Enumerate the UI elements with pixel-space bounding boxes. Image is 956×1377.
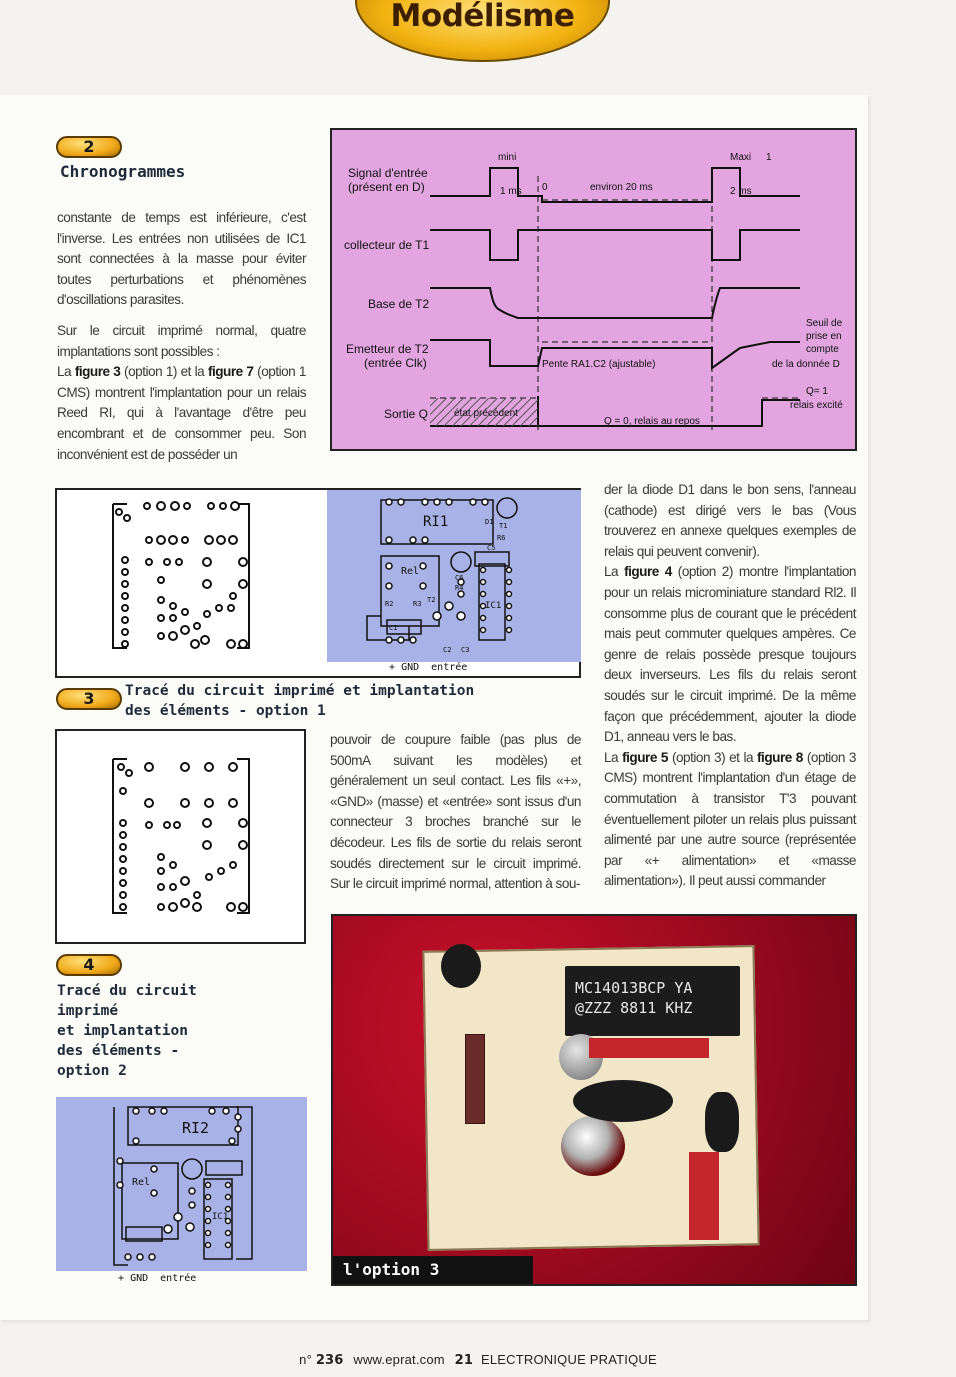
pcb-pad	[239, 819, 247, 827]
data-label: de la donnée D	[772, 359, 840, 370]
pcb-pad	[122, 629, 128, 635]
circuit-photo	[331, 914, 857, 1286]
figure-4-title	[57, 981, 197, 1081]
pcb-pad	[230, 862, 236, 868]
timing-label: mini	[498, 152, 517, 163]
slope-label: Pente RA1.C2 (ajustable)	[542, 359, 656, 370]
pcb-pad	[201, 636, 209, 644]
pcb-pad	[120, 844, 126, 850]
timing-label: Maxi	[730, 152, 752, 163]
pcb-pad	[205, 536, 213, 544]
pcb-track	[237, 504, 249, 648]
pcb-pad	[235, 1114, 241, 1120]
pcb-pad	[206, 1231, 211, 1236]
pcb-pad	[398, 637, 404, 643]
title-line: option 2	[57, 1063, 127, 1079]
pcb-pad	[481, 592, 486, 597]
pcb-label: IC1	[485, 601, 502, 611]
text-span: (option 3) et la	[667, 749, 758, 765]
pcb-pad	[116, 509, 122, 515]
pcb-pad	[457, 612, 465, 620]
pcb-pad	[157, 536, 165, 544]
transistor-component	[441, 944, 481, 988]
pcb-pad	[470, 499, 476, 505]
pcb-pad	[422, 499, 428, 505]
pcb-pad	[145, 763, 153, 771]
title-line: imprimé	[57, 1003, 119, 1019]
pcb-pad	[239, 558, 247, 566]
pcb-pad	[191, 640, 199, 648]
ic-chip	[565, 966, 740, 1036]
row-label: Signal d'entrée	[348, 166, 428, 180]
section-2-number: 2	[83, 137, 95, 156]
pcb-pad	[149, 1254, 155, 1260]
pcb-pad	[398, 499, 404, 505]
state-label: état précédent	[454, 408, 518, 419]
pcb-pad	[174, 822, 180, 828]
pcb-pad	[182, 609, 188, 615]
pcb-pad	[386, 563, 392, 569]
pcb-pad	[181, 626, 189, 634]
pcb-pad	[203, 819, 211, 827]
transistor-component	[705, 1092, 739, 1152]
pcb-pad	[146, 537, 152, 543]
pcb-pad	[170, 603, 176, 609]
pcb-pad	[158, 597, 164, 603]
section-2-title: Chronogrammes	[60, 162, 186, 181]
paragraph	[604, 562, 856, 747]
figure-ref: figure 5	[622, 749, 668, 765]
pcb-label: C2	[443, 646, 452, 654]
pcb-pad	[170, 884, 176, 890]
pcb-pad	[126, 770, 132, 776]
pcb-pad	[171, 502, 179, 510]
pcb-pad	[182, 537, 188, 543]
state-label: Q= 1	[806, 386, 828, 397]
pcb-pad	[122, 641, 128, 647]
pcb-pad	[133, 1108, 139, 1114]
text-span: Sur le circuit imprimé normal, quatre implantations sont possibles :	[57, 322, 306, 359]
pcb-pad	[117, 1182, 123, 1188]
issue-prefix: n°	[299, 1352, 312, 1367]
pcb-pad	[158, 868, 164, 874]
pcb-pad	[122, 617, 128, 623]
figure-ref: figure 4	[624, 564, 672, 580]
transistor-t3-outline	[497, 498, 517, 518]
pcb-label: R2	[385, 600, 394, 608]
pcb-pad	[216, 605, 222, 611]
pcb-pad	[176, 559, 182, 565]
pcb-pad	[226, 1195, 231, 1200]
pcb-pad	[227, 903, 235, 911]
pcb-pad	[151, 1166, 157, 1172]
pcb-pad	[125, 1254, 131, 1260]
threshold-label: prise en	[806, 331, 842, 342]
pcb-label: R6	[497, 534, 506, 542]
pcb-pad	[189, 1202, 195, 1208]
pcb-pad	[158, 884, 164, 890]
paragraph: pouvoir de coupure faible (pas plus de 500mA suivant les modèles) et généralement un seul contact. Les fils «+», «GND» (masse) et «entrée» sont issus d'un connecteur 3 broches branché sur le décodeur. Les fils de sortie du relais seront soudés directement sur le circuit imprimé. Sur le circuit imprimé normal, attention à sou-	[330, 732, 581, 892]
pcb-pad	[507, 604, 512, 609]
paragraph	[57, 321, 306, 362]
chip-marking: MC14013BCP YA	[575, 979, 693, 997]
collector-t1-trace	[430, 230, 800, 260]
timing-label: environ 20 ms	[590, 182, 653, 193]
pcb-pad	[120, 868, 126, 874]
pcb-pad	[231, 502, 239, 510]
transistor-component	[573, 1080, 673, 1122]
pcb-label: D1	[485, 518, 494, 526]
pcb-pad	[507, 568, 512, 573]
pcb-pad	[226, 1207, 231, 1212]
pcb-pad	[124, 515, 130, 521]
pcb-pad	[206, 1183, 211, 1188]
pcb-pad	[193, 903, 201, 911]
pcb-label: Rel	[401, 566, 420, 577]
pcb-pad	[144, 503, 150, 509]
pcb-pad	[386, 583, 392, 589]
pcb-pad	[203, 580, 211, 588]
pcb-pad	[420, 563, 426, 569]
pcb-pad	[229, 536, 237, 544]
row-label: Base de T2	[368, 297, 430, 311]
pcb-pad	[220, 503, 226, 509]
figure-4-number: 4	[83, 955, 95, 974]
pcb-pad	[481, 580, 486, 585]
pcb-pad	[158, 615, 164, 621]
timing-label: 2 ms	[730, 186, 752, 197]
paragraph	[604, 748, 856, 892]
pcb-pad	[169, 632, 177, 640]
pcb-pad	[218, 868, 224, 874]
text-column-2	[330, 730, 581, 895]
pcb-pad	[170, 862, 176, 868]
section-2-badge	[56, 136, 122, 158]
text-column-3	[604, 480, 856, 892]
pcb-pad	[118, 764, 124, 770]
gnd-label: GND	[401, 662, 420, 673]
pcb-pad	[226, 1243, 231, 1248]
pcb-pad	[149, 1108, 155, 1114]
pcb-pad	[158, 854, 164, 860]
pcb-pad	[507, 628, 512, 633]
component-layout-option-1	[327, 490, 581, 662]
pcb-pad	[226, 1231, 231, 1236]
pcb-pad	[434, 499, 440, 505]
pcb-pad	[507, 592, 512, 597]
paragraph: der la diode D1 dans le bon sens, l'anneau (cathode) est dirigé vers le bas (Vous trouverez en annexe quelques exemples de relais qui peuvent convenir).	[604, 482, 856, 559]
pcb-pad	[120, 856, 126, 862]
component-layout-svg	[56, 1097, 307, 1271]
page-footer	[0, 1352, 956, 1368]
chip-marking: @ZZZ 8811 KHZ	[575, 999, 693, 1017]
title-line: Tracé du circuit imprimé et implantation	[125, 683, 475, 699]
pcb-pad	[120, 892, 126, 898]
pcb-pad	[230, 593, 236, 599]
electrolytic-capacitor	[561, 1116, 625, 1176]
pcb-pad	[229, 799, 237, 807]
pcb-pad	[120, 904, 126, 910]
pcb-pad	[151, 1190, 157, 1196]
pcb-pad	[122, 569, 128, 575]
row-label: Emetteur de T2	[346, 342, 429, 356]
pcb-label: C6	[455, 574, 464, 582]
component-layout-option-2	[56, 1097, 307, 1271]
pcb-pad	[169, 903, 177, 911]
pcb-track	[113, 504, 127, 648]
pcb-label: C3	[461, 646, 470, 654]
pcb-label: R3	[413, 600, 422, 608]
pcb-pad	[229, 763, 237, 771]
pcb-pad	[146, 822, 152, 828]
pcb-label: T1	[499, 522, 508, 530]
pcb-pad	[194, 623, 200, 629]
component-layout-svg	[327, 490, 581, 662]
pcb-pad	[120, 832, 126, 838]
pcb-pad	[181, 763, 189, 771]
pcb-pad	[446, 499, 452, 505]
fig3-bottom-labels	[389, 662, 467, 673]
timing-label: 0	[542, 182, 548, 193]
pcb-pad	[386, 499, 392, 505]
magazine-name: ELECTRONIQUE PRATIQUE	[480, 1352, 657, 1367]
pcb-pad	[122, 557, 128, 563]
state-label: Q = 0, relais au repos	[604, 416, 700, 427]
capacitor-outline	[206, 1161, 242, 1175]
pcb-pad	[239, 640, 247, 648]
gnd-label: GND	[130, 1273, 149, 1284]
figure-3-badge	[56, 688, 122, 710]
plus-label: +	[118, 1273, 125, 1284]
row-label: Sortie Q	[384, 407, 429, 421]
pcb-label: Rel	[132, 1177, 151, 1188]
pcb-pad	[206, 874, 212, 880]
banner-title: Modélisme	[390, 0, 575, 34]
pcb-trace-option-1	[57, 490, 327, 676]
reed-relay	[465, 1034, 485, 1124]
text-span: (option 2) montre l'implantation pour un relais microminiature standard Rl2. Il consomme plus de courant que le précédent mais peut commuter quelques ampères. Ce genre de relais possède presque toujours deux inverseurs. Les fils du relais seront soudés sur le circuit imprimé. De la même façon que précédemment, ajouter la diode D1, anneau vers le bas.	[604, 564, 856, 745]
pcb-pad	[203, 841, 211, 849]
pcb-pad	[184, 503, 190, 509]
pcb-pad	[157, 502, 165, 510]
pcb-pad	[481, 616, 486, 621]
pcb-pad	[194, 892, 200, 898]
timing-label: 1	[766, 152, 772, 163]
pcb-pad	[206, 1243, 211, 1248]
issue-number: 236	[315, 1353, 344, 1368]
pcb-pad	[420, 583, 426, 589]
pcb-pad	[208, 503, 214, 509]
paragraph	[57, 362, 306, 465]
text-span: La	[57, 364, 75, 380]
pcb-pad	[228, 605, 234, 611]
text-column-1	[57, 208, 306, 465]
pcb-label: RI1	[423, 514, 449, 530]
pcb-trace-svg	[57, 731, 304, 942]
pcb-pad	[120, 788, 126, 794]
pcb-pad	[227, 640, 235, 648]
title-line: des éléments -	[57, 1043, 180, 1059]
pcb-pad	[410, 537, 416, 543]
pcb-pad	[239, 580, 247, 588]
pcb-pad	[433, 612, 441, 620]
pcb-pad	[239, 903, 247, 911]
pcb-pad	[122, 605, 128, 611]
pcb-pad	[169, 536, 177, 544]
pcb-pad	[235, 1126, 241, 1132]
resistor-component	[689, 1152, 719, 1240]
photo-caption: l'option 3	[333, 1256, 533, 1284]
pcb-pad	[204, 611, 210, 617]
pcb-pad	[206, 1219, 211, 1224]
row-label: (présent en D)	[348, 180, 425, 194]
pcb-pad	[239, 841, 247, 849]
pcb-pad	[205, 799, 213, 807]
pcb-pad	[181, 799, 189, 807]
row-label: (entrée Clk)	[364, 356, 427, 370]
figure-3-number: 3	[83, 689, 95, 708]
pcb-pad	[481, 628, 486, 633]
website-link[interactable]: www.eprat.com	[353, 1352, 445, 1367]
title-line: et implantation	[57, 1023, 188, 1039]
chronogram-figure	[330, 128, 857, 451]
pcb-pad	[158, 904, 164, 910]
pcb-pad	[158, 633, 164, 639]
pcb-pad	[223, 1108, 229, 1114]
figure-ref: figure 8	[757, 749, 803, 765]
pcb-pad	[422, 537, 428, 543]
pcb-pad	[386, 537, 392, 543]
pcb-pad	[122, 581, 128, 587]
pcb-track	[237, 759, 249, 913]
pcb-pad	[481, 568, 486, 573]
pcb-label: C1	[389, 624, 398, 632]
pcb-pad	[120, 820, 126, 826]
plus-label: +	[389, 662, 396, 673]
fig4-bottom-labels	[118, 1273, 196, 1284]
pcb-label: R4	[455, 584, 464, 592]
title-line: Tracé du circuit	[57, 983, 197, 999]
pcb-pad	[410, 637, 416, 643]
pcb-pad	[145, 799, 153, 807]
pcb-pad	[507, 616, 512, 621]
input-label: entrée	[431, 662, 468, 673]
pcb-pad	[137, 1254, 143, 1260]
text-span: (option 1) et la	[120, 364, 208, 380]
paragraph: constante de temps est inférieure, c'est l'inverse. Les entrées non utilisées de IC1 sont connectées à la masse pour éviter toutes perturbations et phénomènes d'oscillations parasites.	[57, 210, 306, 308]
figure-4-badge	[56, 954, 122, 976]
text-span: La	[604, 749, 623, 765]
figure-ref: figure 3	[74, 364, 121, 380]
text-span: La	[604, 564, 625, 580]
text-span: (option 1 CMS) montrent l'implantation pour un relais Reed RI, qui à l'avantage d'être peu encombrant et de consommer peu. Son inconvénient est de posséder un	[57, 364, 306, 462]
pcb-label: RI2	[182, 1119, 210, 1137]
input-label: entrée	[160, 1273, 197, 1284]
pcb-pad	[164, 559, 170, 565]
pcb-pad	[229, 1138, 235, 1144]
pcb-pad	[181, 877, 189, 885]
pcb-pad	[386, 637, 392, 643]
title-line: des éléments - option 1	[125, 703, 326, 719]
base-t2-trace	[430, 288, 800, 318]
state-label: relais excité	[790, 400, 843, 411]
pcb-pad	[161, 1108, 167, 1114]
pcb-pad	[445, 602, 453, 610]
pcb-pad	[164, 1225, 172, 1233]
pcb-pad	[206, 1195, 211, 1200]
pcb-pad	[206, 1207, 211, 1212]
threshold-label: Seuil de	[806, 318, 843, 329]
pcb-pad	[120, 880, 126, 886]
pcb-pad	[203, 558, 211, 566]
pcb-pad	[174, 1213, 182, 1221]
text-span: (option 3 CMS) montrent l'implantation d'un étage de commutation à transistor T'3 pouvant éventuellement piloter un relais plus puissant alimenté par une autre source (représentée par «+ alimentation» et «masse alimentation»). Il peut aussi commander	[604, 749, 856, 889]
pcb-pad	[482, 499, 488, 505]
pcb-label: C5	[487, 544, 496, 552]
pcb-pad	[164, 822, 170, 828]
threshold-label: compte	[806, 344, 839, 355]
figure-3-title	[125, 681, 474, 721]
pcb-pad	[507, 580, 512, 585]
chronogram-svg	[332, 130, 855, 449]
pcb-pad	[117, 1158, 123, 1164]
capacitor-c6-outline	[451, 552, 471, 572]
pcb-pad	[217, 536, 225, 544]
page-number: 21	[454, 1353, 474, 1368]
row-label: collecteur de T1	[344, 238, 430, 252]
pcb-pad	[186, 1223, 194, 1231]
pcb-pad	[122, 593, 128, 599]
pcb-trace-frame	[55, 729, 306, 944]
capacitor-c6-outline	[182, 1159, 202, 1179]
pcb-pad	[205, 763, 213, 771]
pcb-pad	[146, 559, 152, 565]
pcb-pad	[209, 1108, 215, 1114]
pcb-pad	[189, 1188, 195, 1194]
figure-ref: figure 7	[207, 364, 254, 380]
pcb-label: IC1	[212, 1212, 229, 1222]
pcb-pad	[181, 899, 189, 907]
pcb-pad	[170, 615, 176, 621]
timing-label: 1 ms	[500, 186, 522, 197]
section-banner	[355, 0, 610, 62]
pcb-label: T2	[427, 596, 436, 604]
pcb-pad	[158, 577, 164, 583]
pcb-pad	[133, 1138, 139, 1144]
capacitor-component	[589, 1038, 709, 1058]
pcb-pad	[226, 1183, 231, 1188]
figure-3-frame	[55, 488, 581, 678]
